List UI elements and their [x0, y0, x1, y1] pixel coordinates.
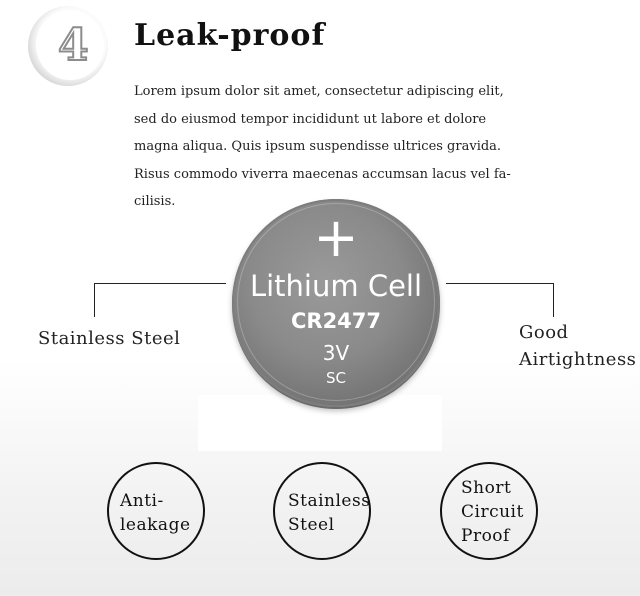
feature-label-line: Short — [461, 478, 512, 498]
feature-label-line: leakage — [120, 515, 191, 535]
feature-label-line: Circuit — [461, 502, 524, 522]
right-callout-label-line2: Airtightness — [519, 349, 637, 370]
left-callout-label: Stainless Steel — [38, 328, 181, 349]
section-heading: Leak-proof — [134, 18, 326, 53]
feature-label-anti-leakage — [120, 489, 191, 537]
right-callout-line-h — [446, 283, 554, 284]
body-line: magna aliqua. Quis ipsum suspendisse ultrices gravida. — [134, 139, 502, 154]
body-line: Risus commodo viverra maecenas accumsan lacus vel fa- — [134, 166, 511, 182]
battery-model: CR2477 — [290, 309, 382, 333]
battery-name: Lithium Cell — [249, 269, 423, 303]
feature-label-line: Stainless — [288, 491, 371, 511]
feature-label-line: Steel — [288, 515, 335, 535]
battery-type: SC — [326, 369, 346, 387]
body-paragraph — [134, 78, 514, 216]
body-line: cilisis. — [134, 194, 176, 209]
left-callout-line-v — [94, 283, 95, 317]
body-line: sed do eiusmod tempor incididunt ut labore et dolore — [134, 111, 487, 127]
feature-label-line: Proof — [461, 526, 510, 546]
plus-icon: + — [313, 206, 359, 269]
left-callout-line-h — [94, 283, 226, 284]
feature-label-line: Anti- — [120, 491, 164, 511]
coin-cell-battery — [232, 199, 440, 407]
number-badge-digit: 4 — [58, 20, 89, 71]
feature-label-short-circuit-proof — [461, 476, 524, 548]
right-callout-label-line1: Good — [519, 322, 569, 343]
number-badge — [28, 6, 108, 86]
feature-label-stainless-steel — [288, 489, 370, 537]
body-line: Lorem ipsum dolor sit amet, consectetur adipiscing elit, — [134, 84, 504, 99]
right-callout-line-v — [553, 283, 554, 317]
battery-voltage: 3V — [322, 341, 350, 365]
